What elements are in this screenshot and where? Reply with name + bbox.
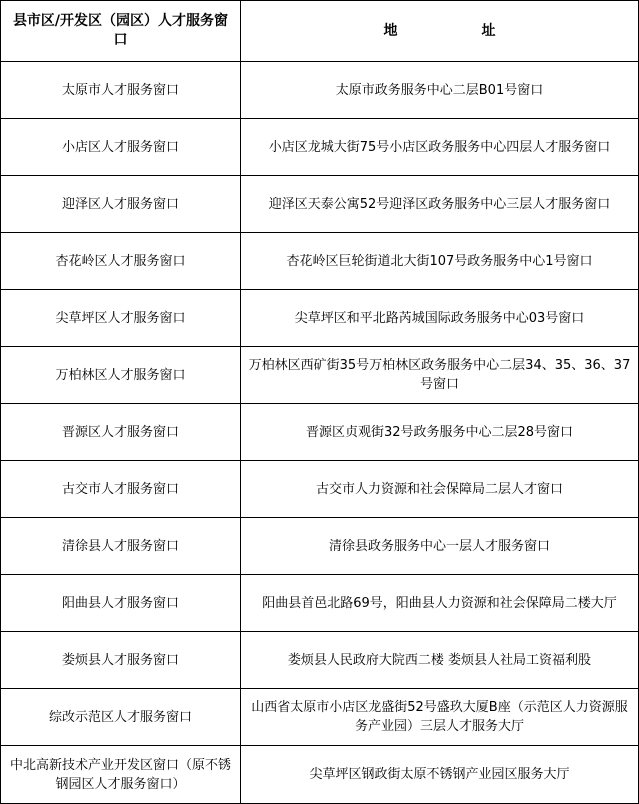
address-cell: 古交市人力资源和社会保障局二层人才窗口 <box>241 461 639 518</box>
address-header-left: 地 <box>383 22 398 39</box>
address-cell: 杏花岭区巨轮街道北大街107号政务服务中心1号窗口 <box>241 233 639 290</box>
table-row <box>1 290 639 347</box>
address-cell: 尖草坪区钢政街太原不锈钢产业园区服务大厅 <box>241 746 639 804</box>
address-cell: 迎泽区天泰公寓52号迎泽区政务服务中心三层人才服务窗口 <box>241 176 639 233</box>
address-header-right: 址 <box>481 22 496 39</box>
table-row <box>1 119 639 176</box>
table-row <box>1 461 639 518</box>
address-cell: 晋源区贞观街32号政务服务中心二层28号窗口 <box>241 404 639 461</box>
window-cell: 杏花岭区人才服务窗口 <box>1 233 241 290</box>
window-cell: 阳曲县人才服务窗口 <box>1 575 241 632</box>
table-row <box>1 632 639 689</box>
window-cell: 中北高新技术产业开发区窗口（原不锈钢园区人才服务窗口） <box>1 746 241 804</box>
window-cell: 娄烦县人才服务窗口 <box>1 632 241 689</box>
window-cell: 晋源区人才服务窗口 <box>1 404 241 461</box>
window-cell: 综改示范区人才服务窗口 <box>1 689 241 746</box>
window-cell: 尖草坪区人才服务窗口 <box>1 290 241 347</box>
window-cell: 太原市人才服务窗口 <box>1 62 241 119</box>
table-row <box>1 575 639 632</box>
address-cell: 小店区龙城大街75号小店区政务服务中心四层人才服务窗口 <box>241 119 639 176</box>
address-cell: 阳曲县首邑北路69号，阳曲县人力资源和社会保障局二楼大厅 <box>241 575 639 632</box>
address-cell: 尖草坪区和平北路芮城国际政务服务中心03号窗口 <box>241 290 639 347</box>
table-row <box>1 689 639 746</box>
address-column-header <box>241 1 639 62</box>
table-header-row <box>1 1 639 62</box>
table-row <box>1 62 639 119</box>
table-row <box>1 233 639 290</box>
window-cell: 清徐县人才服务窗口 <box>1 518 241 575</box>
table-row <box>1 176 639 233</box>
table-row <box>1 746 639 804</box>
table-row <box>1 518 639 575</box>
window-cell: 古交市人才服务窗口 <box>1 461 241 518</box>
window-column-header: 县市区/开发区（园区）人才服务窗口 <box>1 1 241 62</box>
window-cell: 万柏林区人才服务窗口 <box>1 347 241 404</box>
address-cell: 清徐县政务服务中心一层人才服务窗口 <box>241 518 639 575</box>
address-cell: 山西省太原市小店区龙盛街52号盛玖大厦B座（示范区人力资源服务产业园）三层人才服务大厅 <box>241 689 639 746</box>
address-cell: 太原市政务服务中心二层B01号窗口 <box>241 62 639 119</box>
table-row <box>1 404 639 461</box>
window-cell: 迎泽区人才服务窗口 <box>1 176 241 233</box>
address-cell: 娄烦县人民政府大院西二楼 娄烦县人社局工资福利股 <box>241 632 639 689</box>
table-row <box>1 347 639 404</box>
window-cell: 小店区人才服务窗口 <box>1 119 241 176</box>
address-cell: 万柏林区西矿街35号万柏林区政务服务中心二层34、35、36、37号窗口 <box>241 347 639 404</box>
